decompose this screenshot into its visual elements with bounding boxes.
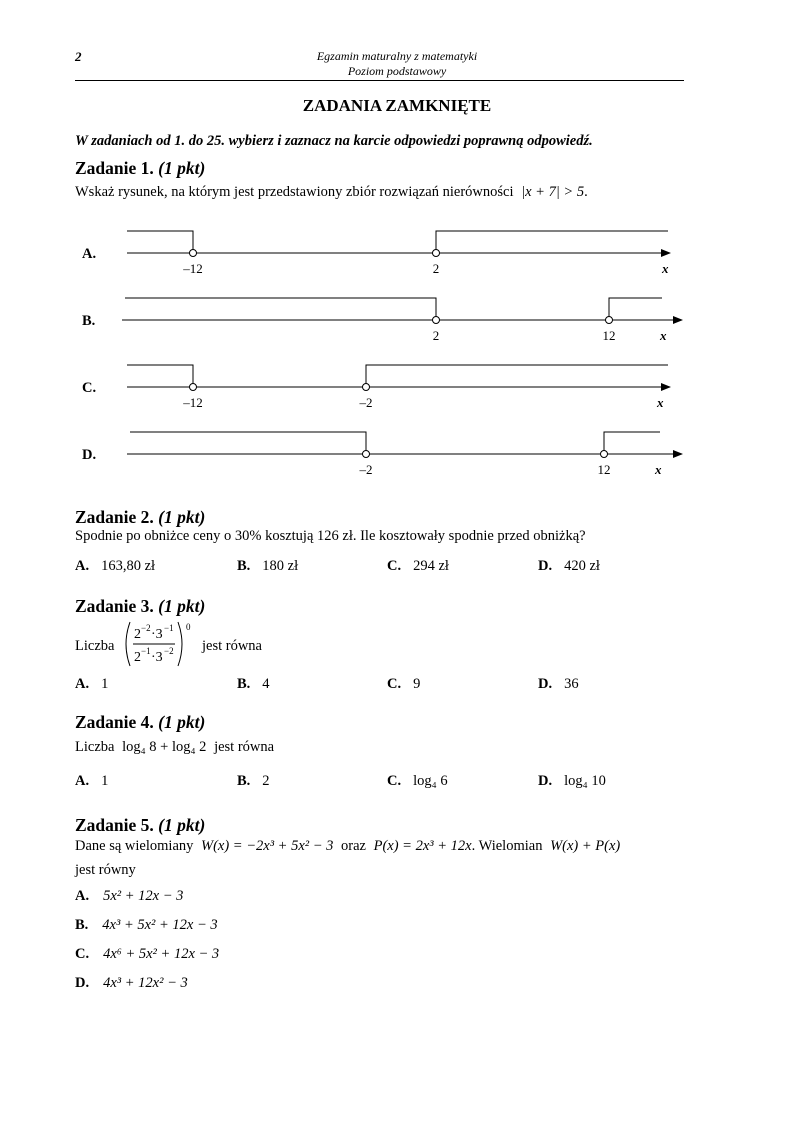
svg-text:−2: −2 [164,646,174,656]
option-b[interactable]: B. 4x³ + 5x² + 12x − 3 [75,917,218,933]
option-c[interactable]: C. 294 zł [387,558,449,574]
open-point [606,317,613,324]
tick-label: 2 [432,328,440,343]
task-4-heading [75,712,205,733]
task-3-suffix: jest równa [202,638,262,654]
task-5-heading [75,815,205,836]
open-point [433,317,440,324]
figure-label: C. [82,380,97,396]
axis-variable: x [655,462,662,477]
option-d[interactable]: D. 36 [538,676,579,692]
option-d[interactable]: D. 4x³ + 12x² − 3 [75,975,188,991]
svg-text:2: 2 [134,650,141,665]
ray-right [609,298,662,320]
log-expression: log₄ 8 + log₄ 2 [122,739,207,755]
figure-label: B. [82,313,96,329]
option-a[interactable]: A. 1 [75,773,109,789]
open-point [363,451,370,458]
task-3-liczba: Liczba [75,638,115,654]
instruction: W zadaniach od 1. do 25. wybierz i zaznacz na karcie odpowiedzi poprawną odpowiedź. [75,133,593,149]
task-5-text-cont: jest równy [75,862,136,878]
svg-text:·3: ·3 [151,627,163,642]
task-text: Wskaż rysunek, na którym jest przedstawiony zbiór rozwiązań nierówności [75,184,514,200]
number-line-figures [70,222,690,487]
task-title: Zadanie 3. [75,596,154,616]
figure-b [82,298,682,343]
ray-left [127,231,193,253]
task-points: (1 pkt) [158,507,206,527]
section-title: ZADANIA ZAMKNIĘTE [302,96,492,115]
svg-text:−1: −1 [164,623,174,633]
tick-label: 12 [602,328,616,343]
tick-label: –12 [183,261,203,276]
figure-c [82,365,670,410]
figure-label: A. [82,246,97,262]
task-1-heading [75,158,205,179]
figure-d [82,432,682,477]
option-c[interactable]: C. log₄ 6 [387,773,448,789]
task-3-expression [120,618,200,670]
svg-text:−1: −1 [141,646,151,656]
option-c[interactable]: C. 9 [387,676,421,692]
ray-right [436,231,668,253]
option-a[interactable]: A. 163,80 zł [75,558,156,574]
axis-variable: x [660,328,667,343]
task-points: (1 pkt) [158,158,206,178]
open-point [190,250,197,257]
header-exam-title: Egzamin maturalny z matematyki [316,49,478,63]
option-b[interactable]: B. 2 [237,773,270,789]
page-number: 2 [75,49,82,64]
task-title: Zadanie 4. [75,712,154,732]
open-point [363,384,370,391]
tick-label: –2 [359,395,373,410]
svg-text:0: 0 [186,622,191,632]
task-5-text: Dane są wielomiany W(x) = −2x³ + 5x² − 3 oraz P(x) = 2x³ + 12x. Wielomian W(x) + P(x) [75,838,621,854]
polynomial-w: W(x) = −2x³ + 5x² − 3 [201,838,334,854]
task-title: Zadanie 1. [75,158,154,178]
option-b[interactable]: B. 4 [237,676,270,692]
tick-label: 12 [597,462,611,477]
option-a[interactable]: A. 1 [75,676,109,692]
task-2-heading [75,507,205,528]
task-points: (1 pkt) [158,815,206,835]
figure-label: D. [82,447,97,463]
open-point [601,451,608,458]
task-4-options [75,773,695,793]
option-c[interactable]: C. 4x⁶ + 5x² + 12x − 3 [75,946,220,962]
polynomial-p: P(x) = 2x³ + 12x [373,838,472,854]
tick-label: –12 [183,395,203,410]
task-points: (1 pkt) [158,596,206,616]
figure-a [82,231,670,276]
task-4-text: Liczba log₄ 8 + log₄ 2 jest równa [75,739,275,755]
option-a[interactable]: A. 5x² + 12x − 3 [75,888,184,904]
ray-left [130,432,366,454]
task-3-heading [75,596,205,617]
ray-right [604,432,660,454]
inequality-expression: |x + 7| > 5 [521,184,585,200]
task-2-text: Spodnie po obniżce ceny o 30% kosztują 126 zł. Ile kosztowały spodnie przed obniżką? [75,528,586,544]
ray-left [127,365,193,387]
option-d[interactable]: D. log₄ 10 [538,773,606,789]
svg-text:−2: −2 [141,623,151,633]
task-3-options [75,676,695,696]
ray-right [366,365,668,387]
polynomial-sum: W(x) + P(x) [550,838,621,854]
svg-text:2: 2 [134,627,141,642]
task-title: Zadanie 5. [75,815,154,835]
header-level: Poziom podstawowy [347,64,447,78]
axis-variable: x [657,395,664,410]
ray-left [125,298,436,320]
option-d[interactable]: D. 420 zł [538,558,600,574]
task-1-text: Wskaż rysunek, na którym jest przedstawiony zbiór rozwiązań nierówności |x + 7| > 5. [75,184,588,200]
tick-label: –2 [359,462,373,477]
axis-variable: x [662,261,669,276]
svg-text:·3: ·3 [151,650,163,665]
option-b[interactable]: B. 180 zł [237,558,299,574]
task-points: (1 pkt) [158,712,206,732]
open-point [190,384,197,391]
task-2-options [75,558,695,578]
open-point [433,250,440,257]
task-title: Zadanie 2. [75,507,154,527]
tick-label: 2 [432,261,440,276]
header-divider [75,80,684,81]
